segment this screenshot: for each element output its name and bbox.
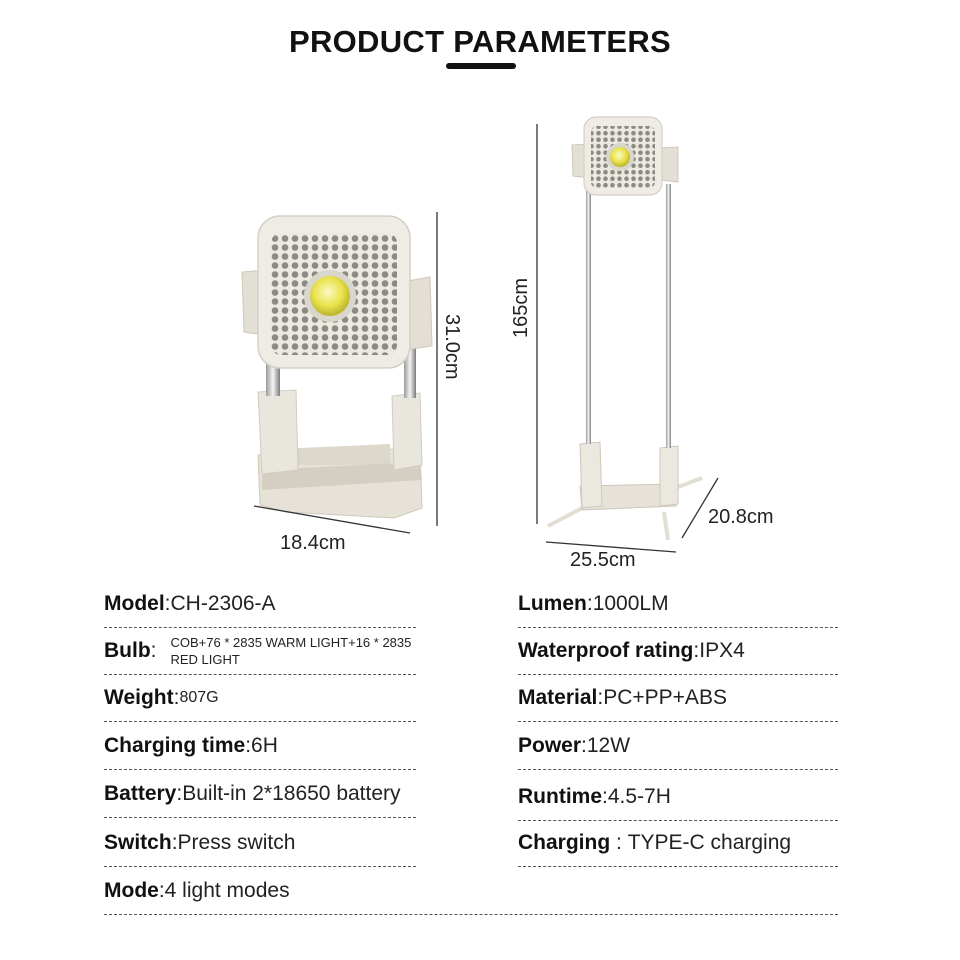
extended-lamp xyxy=(548,117,702,540)
spec-power xyxy=(518,723,838,770)
small-height-label: 31.0cm xyxy=(441,314,463,380)
tall-width-label: 25.5cm xyxy=(570,549,636,571)
spec-key: Waterproof rating xyxy=(518,639,694,662)
spec-value: 12W xyxy=(586,734,631,757)
spec-sep: : xyxy=(581,734,587,757)
spec-sep: : xyxy=(150,639,157,662)
spec-value: CH-2306-A xyxy=(170,592,276,615)
compact-lamp xyxy=(242,216,432,518)
tall-height-label: 165cm xyxy=(510,277,532,338)
spec-sep: : xyxy=(602,785,608,808)
spec-sep: : xyxy=(586,592,593,615)
spec-value: 1000LM xyxy=(592,592,669,615)
spec-key: Lumen xyxy=(518,592,587,615)
spec-bulb xyxy=(104,628,416,675)
spec-sep: : xyxy=(173,686,180,709)
spec-charging xyxy=(518,820,838,867)
spec-sep: : xyxy=(245,734,252,757)
spec-key: Bulb xyxy=(104,639,151,662)
spec-key: Charging xyxy=(518,831,611,854)
spec-key: Weight xyxy=(104,686,174,709)
spec-weight xyxy=(104,675,416,722)
spec-value: COB+76 * 2835 WARM LIGHT+16 * 2835 RED LIGHT xyxy=(170,635,412,667)
spec-value: IPX4 xyxy=(699,639,745,662)
page-title: PRODUCT PARAMETERS xyxy=(288,24,671,59)
spec-waterproof xyxy=(518,628,838,675)
spec-sep: : xyxy=(693,639,700,662)
spec-value: Press switch xyxy=(177,831,296,854)
spec-sep: : xyxy=(176,782,183,805)
spec-sep: : xyxy=(158,879,165,902)
spec-value: Built-in 2*18650 battery xyxy=(182,782,401,805)
spec-runtime xyxy=(518,774,838,821)
spec-model xyxy=(104,581,416,628)
spec-sep: : xyxy=(164,592,171,615)
spec-key: Battery xyxy=(104,782,177,805)
spec-mode xyxy=(104,868,838,915)
spec-value: PC+PP+ABS xyxy=(603,686,727,709)
spec-key: Material xyxy=(518,686,598,709)
spec-battery xyxy=(104,771,416,818)
spec-value: 807G xyxy=(179,689,219,706)
spec-switch xyxy=(104,820,416,867)
spec-key: Power xyxy=(518,734,582,757)
spec-charging-time xyxy=(104,723,416,770)
spec-lumen xyxy=(518,581,838,628)
spec-sep: : xyxy=(597,686,604,709)
spec-value: 4 light modes xyxy=(164,879,290,902)
spec-value: TYPE-C charging xyxy=(627,831,792,854)
spec-sep: : xyxy=(171,831,178,854)
spec-key: Charging time xyxy=(104,734,246,757)
spec-material xyxy=(518,675,838,722)
spec-key: Runtime xyxy=(518,785,602,808)
tall-depth-label: 20.8cm xyxy=(708,506,774,528)
spec-value: 6H xyxy=(251,734,278,757)
spec-key: Mode xyxy=(104,879,159,902)
small-width-label: 18.4cm xyxy=(280,532,346,554)
spec-sep: : xyxy=(610,831,628,854)
spec-value: 4.5-7H xyxy=(607,785,671,808)
spec-key: Switch xyxy=(104,831,172,854)
spec-key: Model xyxy=(104,592,165,615)
